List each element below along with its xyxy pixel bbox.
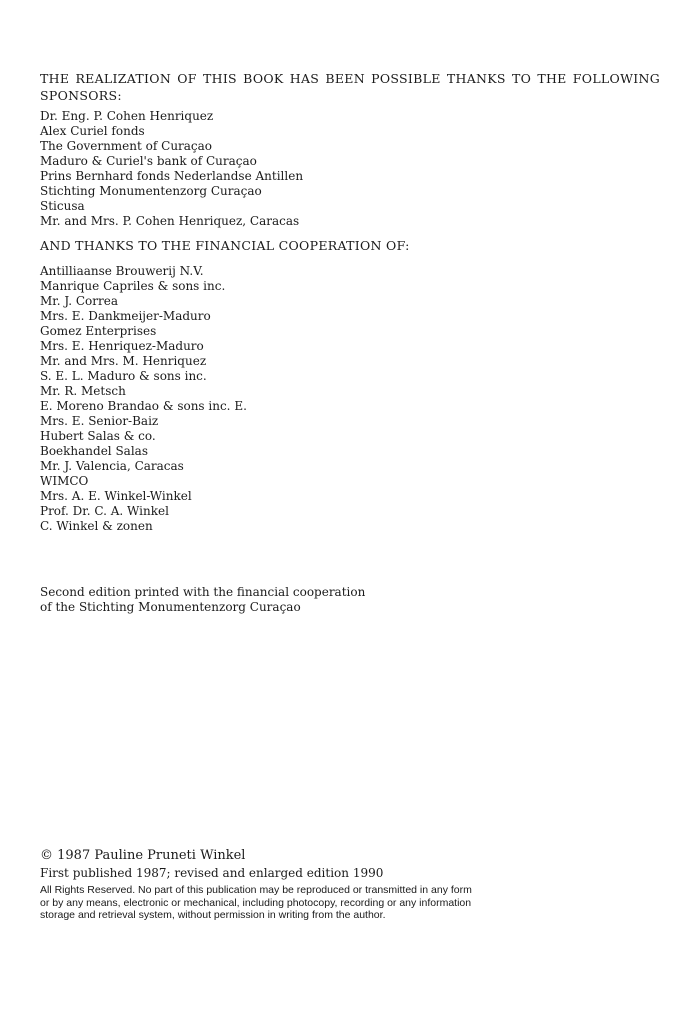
list-item: Mr. R. Metsch [40, 384, 126, 398]
list-item: Mrs. E. Dankmeijer-Maduro [40, 309, 211, 323]
list-item: Prof. Dr. C. A. Winkel [40, 504, 169, 518]
list-item: Maduro & Curiel's bank of Curaçao [40, 154, 257, 168]
cooperation-list [40, 264, 247, 534]
list-item: Manrique Capriles & sons inc. [40, 279, 226, 293]
second-edition-line: Second edition printed with the financial cooperation [40, 585, 366, 599]
rights-line: All Rights Reserved. No part of this publication may be reproduced or transmitted in any form [40, 884, 472, 896]
list-item: Sticusa [40, 199, 85, 213]
rights-line: or by any means, electronic or mechanical, including photocopy, recording or any information [40, 896, 472, 909]
list-item: E. Moreno Brandao & sons inc. E. [40, 399, 247, 413]
copyright-notice: © 1987 Pauline Pruneti Winkel [40, 848, 246, 863]
list-item: Mr. J. Correa [40, 294, 118, 308]
list-item: S. E. L. Maduro & sons inc. [40, 369, 207, 383]
list-item: Stichting Monumentenzorg Curaçao [40, 184, 262, 198]
list-item: The Government of Curaçao [40, 139, 213, 153]
list-item: Hubert Salas & co. [40, 429, 156, 443]
list-item: Gomez Enterprises [40, 324, 157, 338]
list-item: Mrs. E. Senior-Baiz [40, 414, 159, 428]
list-item: Mr. and Mrs. M. Henriquez [40, 354, 207, 368]
sponsors-heading: THE REALIZATION OF THIS BOOK HAS BEEN POSSIBLE THANKS TO THE FOLLOWING SPONSORS: [40, 71, 660, 103]
list-item: Alex Curiel fonds [40, 124, 145, 138]
list-item: WIMCO [40, 474, 89, 488]
sponsors-list [40, 109, 303, 229]
list-item: Mr. J. Valencia, Caracas [40, 459, 184, 473]
publication-history: First published 1987; revised and enlarged edition 1990 [40, 866, 384, 880]
second-edition-note [40, 585, 400, 615]
list-item: Mrs. A. E. Winkel-Winkel [40, 489, 192, 503]
list-item: Mr. and Mrs. P. Cohen Henriquez, Caracas [40, 214, 300, 228]
list-item: Boekhandel Salas [40, 444, 148, 458]
rights-notice [40, 884, 560, 922]
second-edition-line: of the Stichting Monumentenzorg Curaçao [40, 600, 301, 614]
list-item: Antilliaanse Brouwerij N.V. [40, 264, 204, 278]
cooperation-heading: AND THANKS TO THE FINANCIAL COOPERATION OF: [40, 238, 410, 253]
list-item: Prins Bernhard fonds Nederlandse Antillen [40, 169, 304, 183]
list-item: Mrs. E. Henriquez-Maduro [40, 339, 204, 353]
list-item: Dr. Eng. P. Cohen Henriquez [40, 109, 214, 123]
list-item: C. Winkel & zonen [40, 519, 153, 533]
rights-line: storage and retrieval system, without permission in writing from the author. [40, 909, 386, 921]
